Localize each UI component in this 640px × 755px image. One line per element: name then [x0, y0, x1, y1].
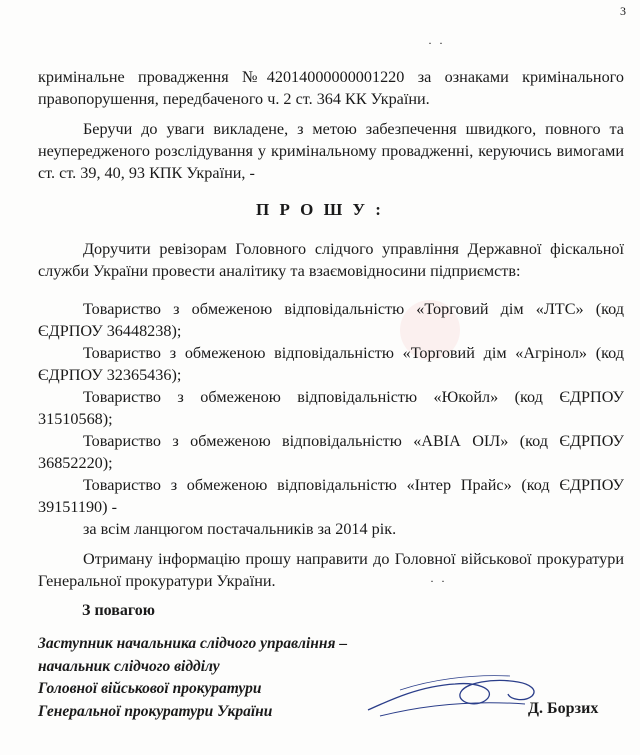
dot-mark: · ·: [428, 36, 445, 50]
signer-name: Д. Борзих: [528, 700, 599, 717]
paragraph-scope: за всім ланцюгом постачальників за 2014 рік.: [83, 520, 397, 538]
dot-mark: · ·: [430, 574, 447, 588]
signature-title-line-4: Генеральної прокуратури України: [38, 702, 273, 720]
paragraph-instruction: Доручити ревізорам Головного слідчого управління Державної фіскальної служби України провести аналітику та взаємовідносини підприємств:: [38, 240, 624, 280]
signature-title-line-2: начальник слідчого відділу: [38, 657, 220, 675]
handwritten-signature: [360, 660, 560, 730]
closing-text: З повагою: [82, 602, 155, 619]
page-number: 3: [620, 4, 626, 18]
company-item-5: Товариство з обмеженою відповідальністю «Інтер Прайс» (код ЄДРПОУ 39151190) -: [38, 476, 624, 516]
heading-request: П Р О Ш У :: [256, 200, 384, 219]
signature-block: [38, 633, 347, 723]
paragraph-case: кримінальне провадження №42014000000001220 за ознаками кримінального правопорушення, передбаченого ч. 2 ст. 364 КК України.: [38, 68, 624, 108]
signature-title-line-1: Заступник начальника слідчого управління –: [38, 635, 348, 652]
paragraph-forward: Отриману інформацію прошу направити до Головної військової прокуратури Генеральної прокуратури України.: [38, 550, 624, 590]
company-item-3: Товариство з обмеженою відповідальністю «Юкойл» (код ЄДРПОУ 31510568);: [38, 388, 624, 428]
paragraph-grounds: Беручи до уваги викладене, з метою забезпечення швидкого, повного та неупередженого розслідування у кримінальному провадженні, керуючись вимогами ст. ст. 39, 40, 93 КПК України, -: [38, 120, 624, 182]
company-item-4: Товариство з обмеженою відповідальністю «АВІА ОІЛ» (код ЄДРПОУ 36852220);: [38, 432, 624, 472]
signature-title-line-3: Головної військової прокуратури: [38, 680, 262, 697]
company-item-2: Товариство з обмеженою відповідальністю «Торговий дім «Агрінол» (код ЄДРПОУ 32365436);: [38, 344, 624, 384]
company-item-1: Товариство з обмеженою відповідальністю «Торговий дім «ЛТС» (код ЄДРПОУ 36448238);: [38, 300, 624, 340]
